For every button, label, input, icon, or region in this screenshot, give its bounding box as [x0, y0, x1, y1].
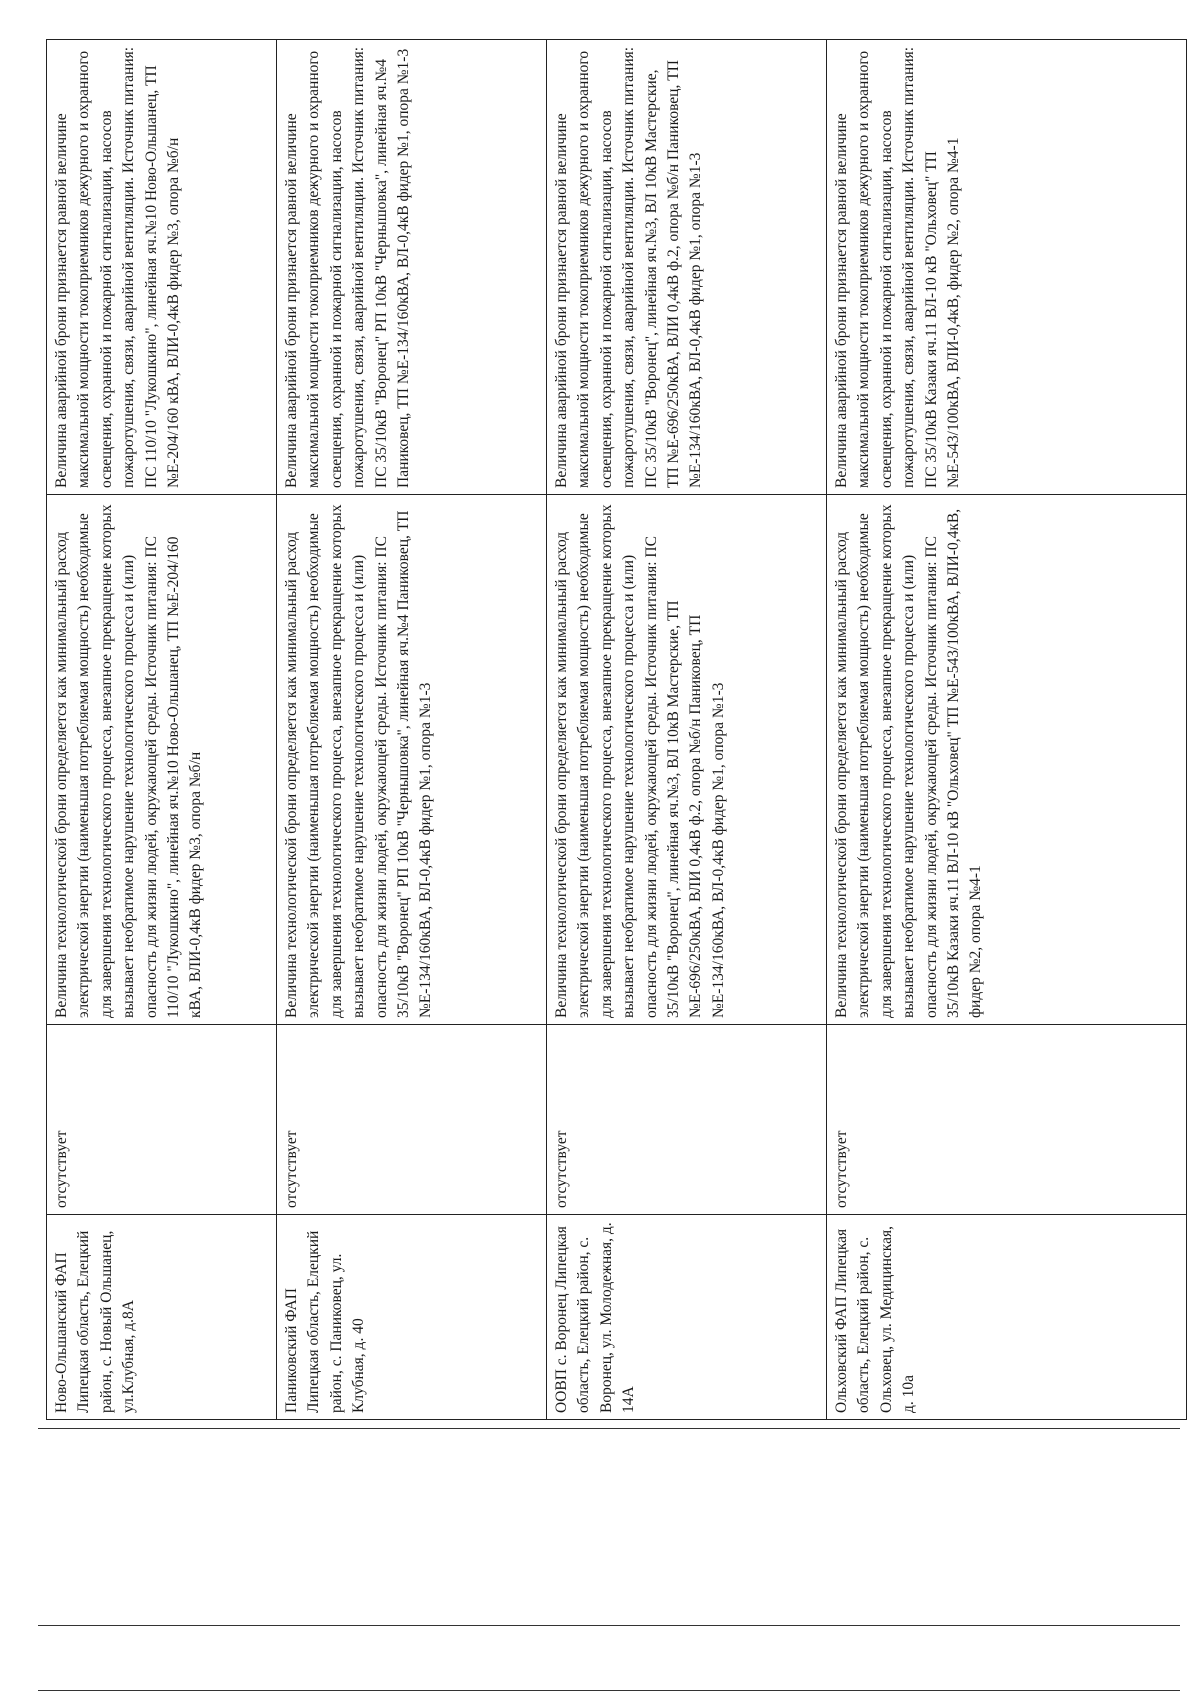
emergency-reserve-cell: Величина аварийной брони признается равной величине максимальной мощности токоприемников дежурного и охранного освещения, охранной и пожарной сигнализации, насосов пожаротушения, связи, аварийной вентиляции. Источник питания: ПС 35/10кВ "Воронец" РП 10кВ "Чернышовка", линейная яч.№4 Паниковец, ТП №Е-134/160кВА, ВЛ-0,4кВ фидер №1, опора №1-3: [277, 40, 547, 495]
page-edge-line: [38, 1428, 1180, 1429]
tech-reserve-cell: Величина технологической брони определяется как минимальный расход электрической энергии (наименьшая потребляемая мощность) необходимые для завершения технологического процесса, внезапное прекращение которых вызывает необратимое нарушение технологического процесса и (или) опасность для жизни людей, окружающей среды. Источник питания: ПС 110/10 "Лукошкино", линейная яч.№10 Ново-Ольшанец, ТП №Е-204/160 кВА, ВЛИ-0,4кВ фидер №3, опора №б/н: [47, 495, 277, 1025]
rotated-document-sheet: [46, 40, 1186, 1420]
table-row: [47, 40, 277, 1420]
page-edge-line: [38, 1625, 1180, 1626]
emergency-reserve-cell: Величина аварийной брони признается равной величине максимальной мощности токоприемников дежурного и охранного освещения, охранной и пожарной сигнализации, насосов пожаротушения, связи, аварийной вентиляции. Источник питания: ПС 110/10 "Лукошкино", линейная яч.№10 Ново-Ольшанец, ТП №Е-204/160 кВА, ВЛИ-0,4кВ фидер №3, опора №б/н: [47, 40, 277, 495]
table-row: [827, 40, 1187, 1420]
backup-source-cell: отсутствует: [277, 1025, 547, 1215]
page-edge-line: [38, 1690, 1180, 1691]
emergency-reserve-cell: Величина аварийной брони признается равной величине максимальной мощности токоприемников дежурного и охранного освещения, охранной и пожарной сигнализации, насосов пожаротушения, связи, аварийной вентиляции. Источник питания: ПС 35/10кВ "Воронец", линейная яч.№3, ВЛ 10кВ Мастерские, ТП №Е-696/250кВА, ВЛИ 0,4кВ ф.2, опора №б/н Паниковец, ТП №Е-134/160кВА, ВЛ-0,4кВ фидер №1, опора №1-3: [547, 40, 827, 495]
backup-source-cell: отсутствует: [47, 1025, 277, 1215]
object-address-cell: ООВП с. Воронец Липецкая область, Елецкий район, с. Воронец, ул. Молодежная, д. 14А: [547, 1215, 827, 1420]
backup-source-cell: отсутствует: [547, 1025, 827, 1215]
emergency-reserve-cell: Величина аварийной брони признается равной величине максимальной мощности токоприемников дежурного и охранного освещения, охранной и пожарной сигнализации, насосов пожаротушения, связи, аварийной вентиляции. Источник питания: ПС 35/10кВ Казаки яч.11 ВЛ-10 кВ "Ольховец" ТП №Е-543/100кВА, ВЛИ-0,4кВ, фидер №2, опора №4-1: [827, 40, 1187, 495]
power-reserve-table: [46, 39, 1187, 1420]
table-row: [277, 40, 547, 1420]
object-address-cell: Паниковский ФАП Липецкая область, Елецкий район, с. Паниковец, ул. Клубная, д. 40: [277, 1215, 547, 1420]
tech-reserve-cell: Величина технологической брони определяется как минимальный расход электрической энергии (наименьшая потребляемая мощность) необходимые для завершения технологического процесса, внезапное прекращение которых вызывает необратимое нарушение технологического процесса и (или) опасность для жизни людей, окружающей среды. Источник питания: ПС 35/10кВ "Воронец", линейная яч.№3, ВЛ 10кВ Мастерские, ТП №Е-696/250кВА, ВЛИ 0,4кВ ф.2, опора №б/н Паниковец, ТП №Е-134/160кВА, ВЛ-0,4кВ фидер №1, опора №1-3: [547, 495, 827, 1025]
tech-reserve-cell: Величина технологической брони определяется как минимальный расход электрической энергии (наименьшая потребляемая мощность) необходимые для завершения технологического процесса, внезапное прекращение которых вызывает необратимое нарушение технологического процесса и (или) опасность для жизни людей, окружающей среды. Источник питания: ПС 35/10кВ Казаки яч.11 ВЛ-10 кВ "Ольховец" ТП №Е-543/100кВА, ВЛИ-0,4кВ, фидер №2, опора №4-1: [827, 495, 1187, 1025]
object-address-cell: Ново-Ольшанский ФАП Липецкая область, Елецкий район, с. Новый Ольшанец, ул.Клубная, д.8А: [47, 1215, 277, 1420]
table-row: [547, 40, 827, 1420]
backup-source-cell: отсутствует: [827, 1025, 1187, 1215]
object-address-cell: Ольховский ФАП Липецкая область, Елецкий район, с. Ольховец, ул. Медицинская, д. 10а: [827, 1215, 1187, 1420]
tech-reserve-cell: Величина технологической брони определяется как минимальный расход электрической энергии (наименьшая потребляемая мощность) необходимые для завершения технологического процесса, внезапное прекращение которых вызывает необратимое нарушение технологического процесса и (или) опасность для жизни людей, окружающей среды. Источник питания: ПС 35/10кВ "Воронец" РП 10кВ "Чернышовка", линейная яч.№4 Паниковец, ТП №Е-134/160кВА, ВЛ-0,4кВ фидер №1, опора №1-3: [277, 495, 547, 1025]
